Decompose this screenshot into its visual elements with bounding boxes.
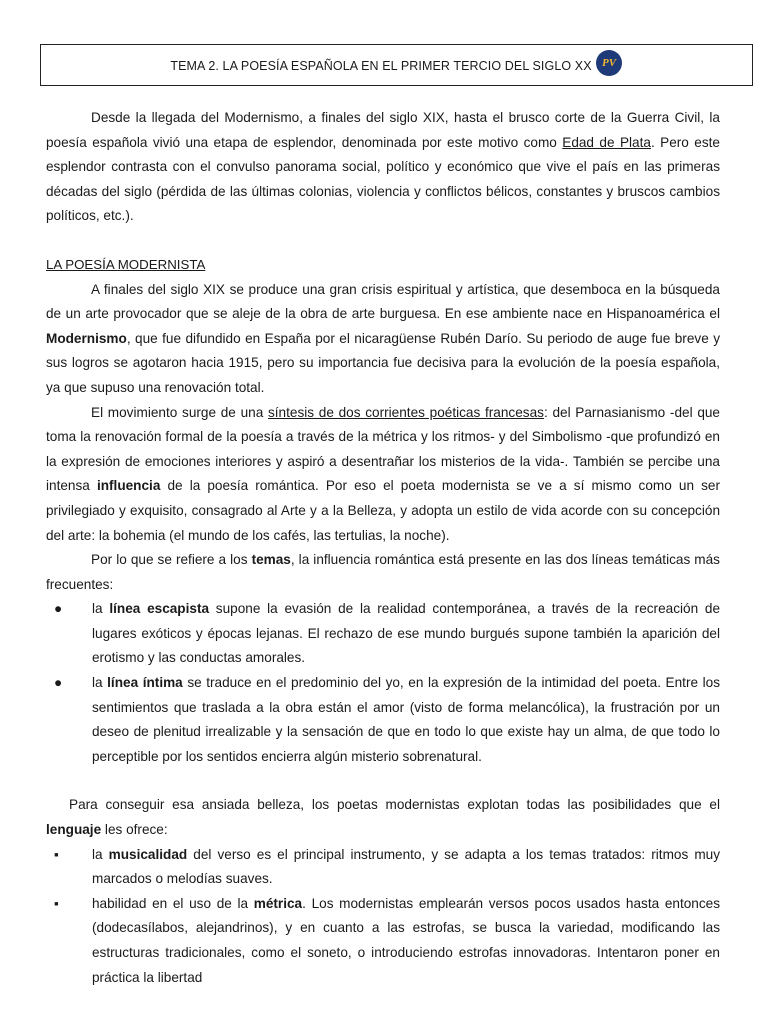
document-title: TEMA 2. LA POESÍA ESPAÑOLA EN EL PRIMER TERCIO DEL SIGLO XX	[170, 59, 592, 73]
text-span: del verso es el principal instrumento, y se adapta a los temas tratados: ritmos muy marcados o melodías suaves.	[92, 846, 720, 887]
text-span: la	[92, 675, 108, 691]
text-span: A finales del siglo XIX se produce una gran crisis espiritual y artística, que desemboca en la búsqueda de un arte provocador que se aleje de la obra de arte burguesa. En ese ambiente nace en Hispanoamérica el	[46, 281, 720, 322]
text-span: la	[92, 601, 110, 617]
document-body	[46, 106, 720, 990]
list-item	[46, 597, 720, 671]
text-span: , que fue difundido en España por el nicaragüense Rubén Darío. Su periodo de auge fue breve y sus logros se agotaron hacia 1915, pero su importancia fue decisiva para la evolución de la poesía española, ya que supuso una renovación total.	[46, 330, 720, 395]
text-span: les ofrece:	[101, 822, 168, 838]
text-span: se traduce en el predominio del yo, en la expresión de la intimidad del poeta. Entre los sentimientos que traslada a la obra están el amor (visto de forma melancólica), la frustración por un deseo de plenitud irrealizable y la sensación de que en todo lo que existe hay un alma, de que todo lo perceptible por los sentidos encierra algún misterio sobrenatural.	[92, 675, 720, 764]
bullet-icon: ●	[54, 601, 63, 617]
section-heading: LA POESÍA MODERNISTA	[46, 256, 206, 272]
square-bullet-icon: ▪	[54, 846, 59, 862]
list-item	[46, 843, 720, 892]
edad-de-plata-text: Edad de Plata	[562, 134, 651, 150]
bold-term: influencia	[96, 478, 161, 494]
text-span: Desde la llegada del Modernismo, a finales del siglo XIX, hasta el brusco corte de la Guerra Civil, la poesía española vivió una etapa de esplendor, denominada por este motivo como	[46, 110, 720, 150]
bold-term: métrica	[253, 895, 303, 911]
text-span: Por lo que se refiere a los	[91, 552, 252, 568]
bold-term: temas	[251, 552, 291, 568]
pv-logo-icon: PV	[596, 50, 622, 76]
square-bullet-icon: ▪	[54, 895, 59, 911]
list-item	[46, 671, 720, 769]
text-span: habilidad en el uso de la	[92, 895, 254, 911]
underlined-term: síntesis de dos corrientes poéticas francesas	[267, 404, 544, 420]
spacer	[46, 769, 720, 793]
text-span: supone la evasión de la realidad contemporánea, a través de la recreación de lugares exóticos y épocas lejanas. El rechazo de ese mundo burgués supone también la aparición del erotismo y las conductas amorales.	[92, 601, 721, 666]
text-span: Para conseguir esa ansiada belleza, los poetas modernistas explotan todas las posibilidades que el	[69, 797, 720, 813]
paragraph-temas	[46, 548, 720, 597]
bullet-icon: ●	[54, 675, 63, 691]
text-span: El movimiento surge de una	[91, 404, 268, 420]
text-span: . Pero este esplendor contrasta con el convulso panorama social, político y económico que vive el país en las primeras décadas del siglo (pérdida de las últimas colonias, violencia y conflictos bélicos, constantes y bruscos cambios políticos, etc.).	[46, 134, 720, 224]
paragraph-corrientes	[46, 401, 720, 549]
bold-term: línea escapista	[109, 601, 210, 617]
bold-term: Modernismo	[46, 330, 127, 346]
text-span: : del Parnasianismo -del que toma la renovación formal de la poesía a través de la métrica y los ritmos- y del Simbolismo -que profundizó en la expresión de emociones interiores y aspiró a desentrañar los misterios de la vida-. También se percibe una intensa	[46, 404, 720, 494]
themes-list	[46, 597, 720, 769]
bold-term: lenguaje	[46, 822, 102, 838]
bold-term: musicalidad	[108, 846, 188, 862]
paragraph-modernismo	[46, 278, 720, 401]
paragraph-lenguaje	[46, 793, 720, 842]
bold-term: línea íntima	[107, 675, 183, 691]
text-span: de la poesía romántica. Por eso el poeta modernista se ve a sí mismo como un ser privilegiado y exquisito, consagrado al Arte y a la Belleza, y adopta un estilo de vida acorde con su concepción del arte: la bohemia (el mundo de los cafés, las tertulias, la noche).	[46, 478, 720, 543]
text-span: , la influencia romántica está presente en las dos líneas temáticas más frecuentes:	[46, 552, 720, 592]
list-item	[46, 892, 720, 990]
text-span: . Los modernistas emplearán versos pocos usados hasta entonces (dodecasílabos, alejandrinos), y en cuanto a las estrofas, se busca la variedad, modificando las estructuras tradicionales, como el soneto, o introduciendo estrofas innovadoras. Intentaron poner en práctica la libertad	[92, 895, 720, 985]
text-span: la	[92, 846, 109, 862]
header-box	[40, 44, 753, 86]
intro-paragraph	[46, 106, 720, 229]
language-list	[46, 843, 720, 991]
